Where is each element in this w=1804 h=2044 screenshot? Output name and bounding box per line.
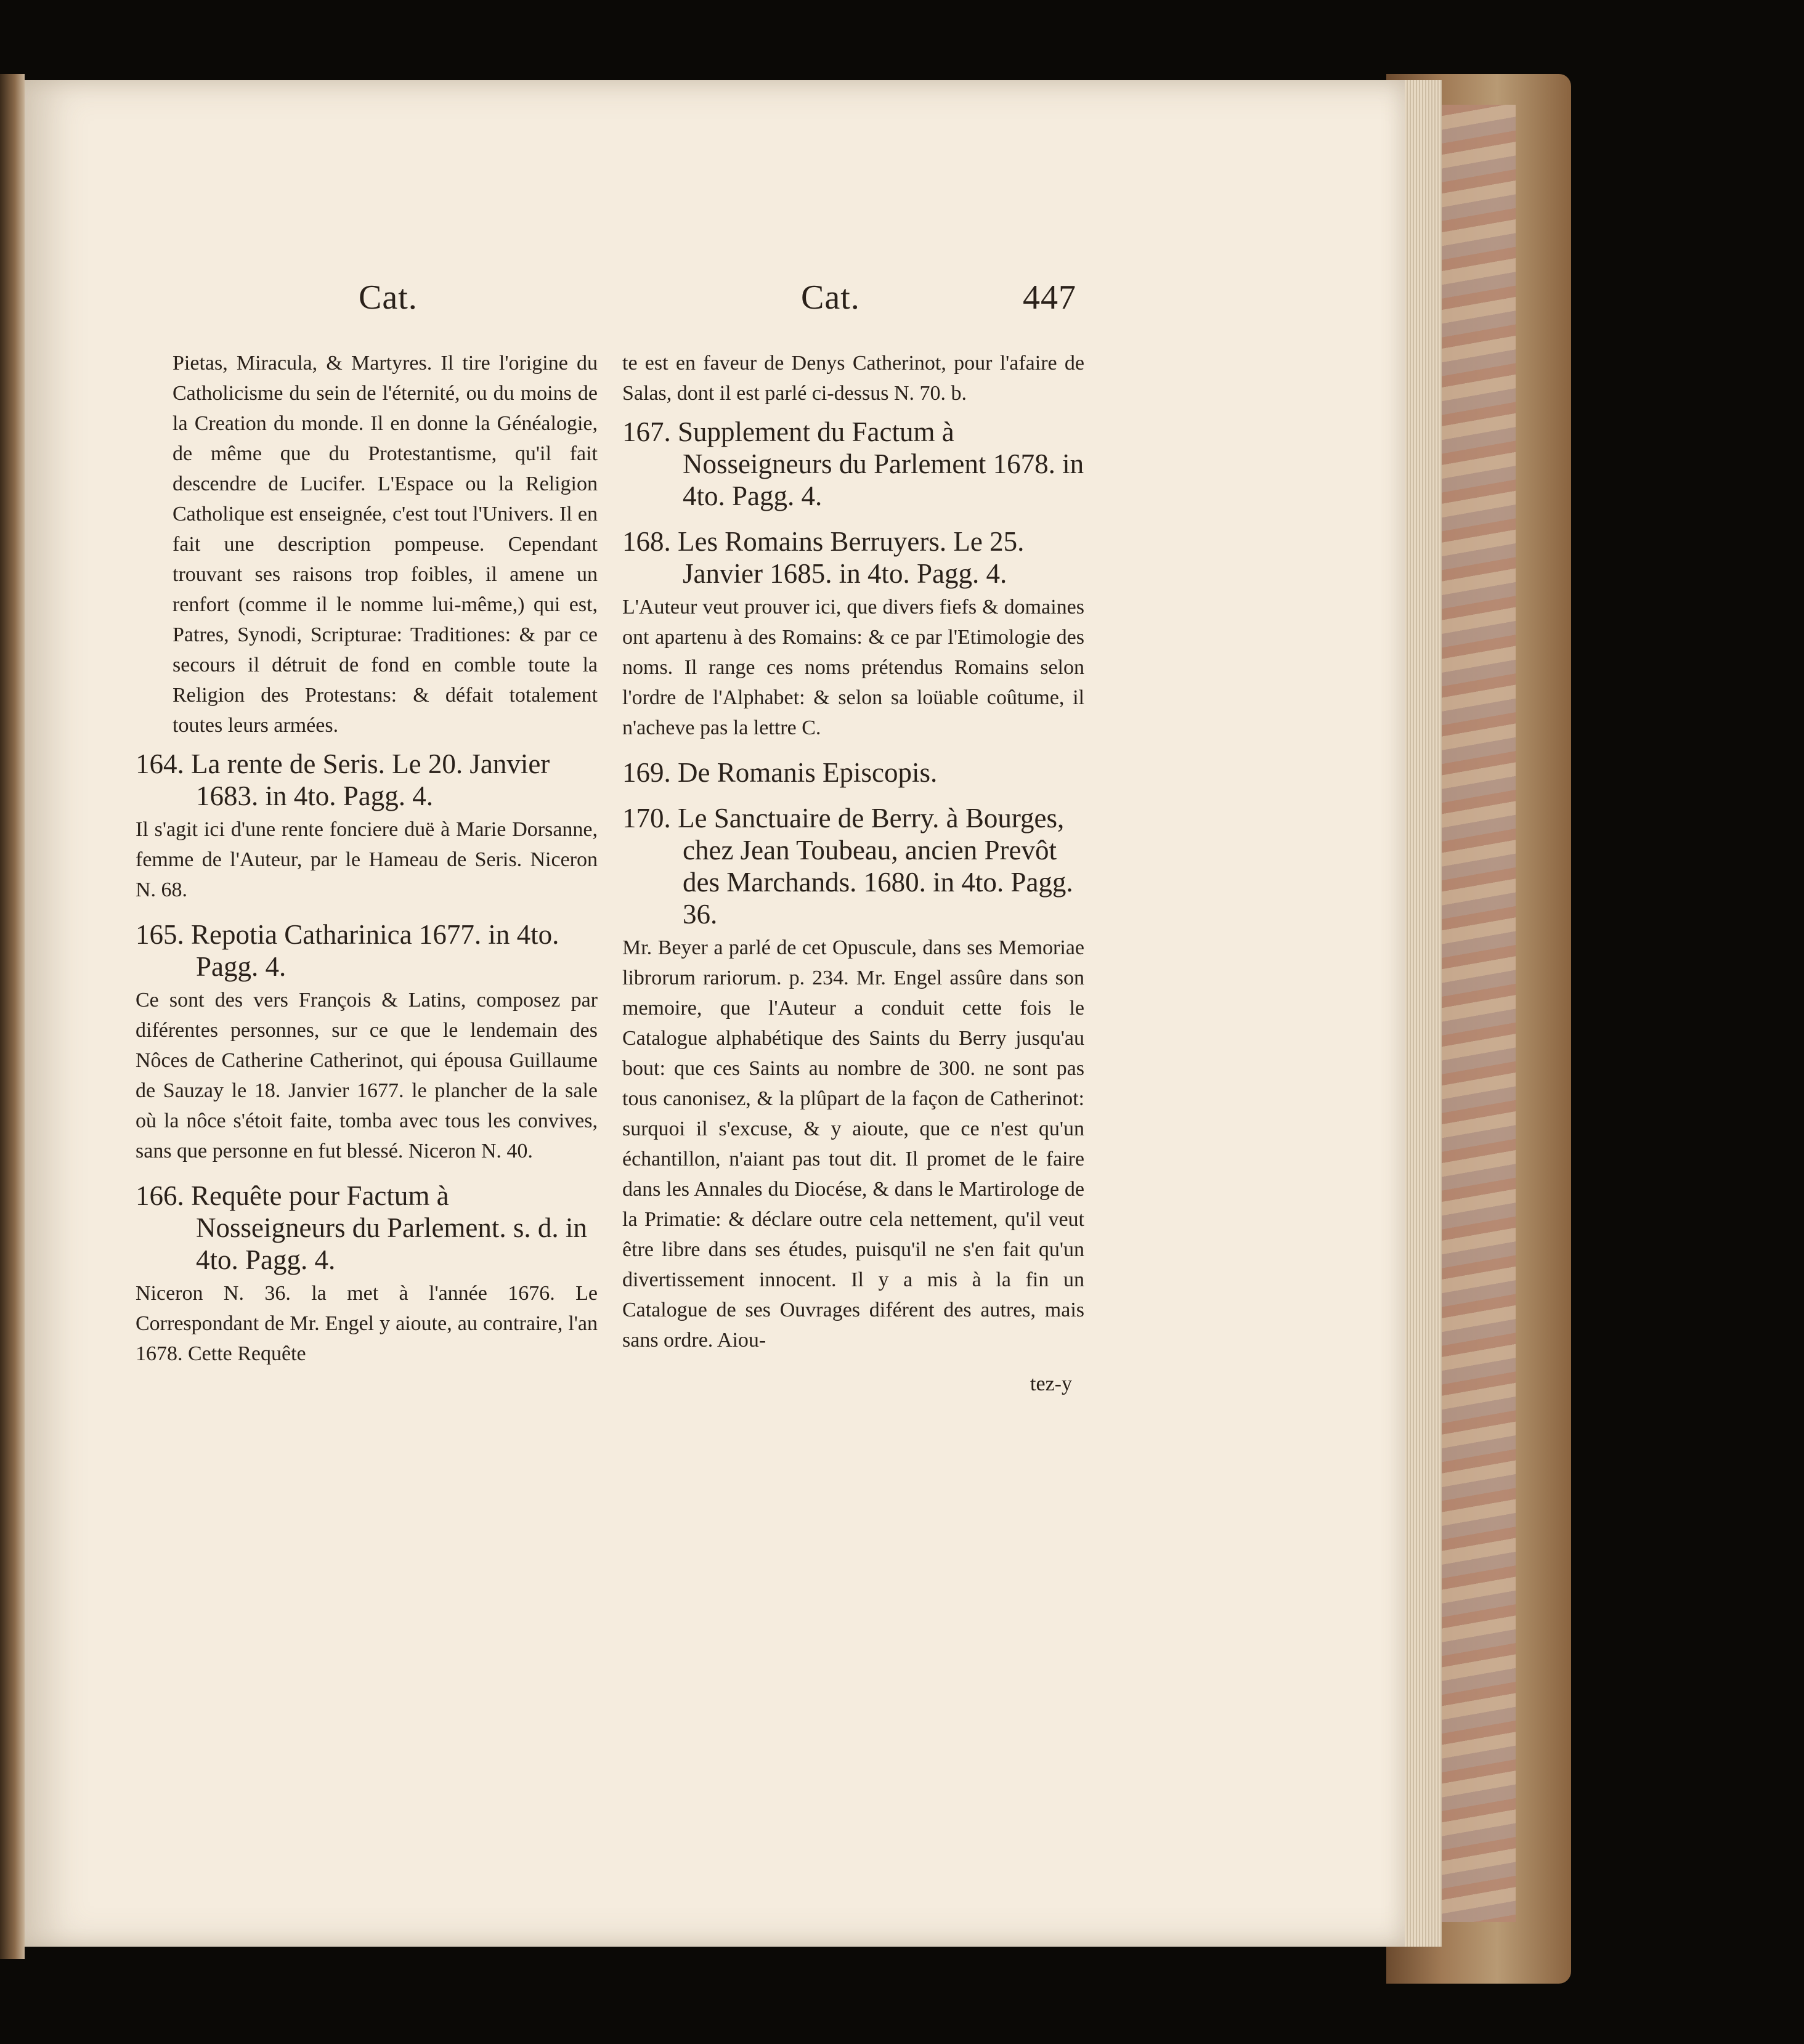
entry-title: 167. Supplement du Factum à Nosseigneurs du Parlement 1678. in 4to. Pagg. 4. bbox=[622, 416, 1084, 511]
entry-title: 170. Le Sanctuaire de Berry. à Bourges, chez Jean Toubeau, ancien Prevôt des Marchands. 1680. in 4to. Pagg. 36. bbox=[622, 803, 1073, 930]
catalogue-entry bbox=[136, 748, 598, 905]
running-head-right: Cat. bbox=[801, 278, 860, 317]
entry-title: 165. Repotia Catharinica 1677. in 4to. Pagg. 4. bbox=[136, 919, 559, 982]
left-column bbox=[136, 348, 598, 1382]
entry-title: 169. De Romanis Episcopis. bbox=[622, 757, 938, 788]
marbled-endpaper bbox=[1442, 105, 1516, 1922]
catalogue-entry bbox=[136, 919, 598, 1166]
entry-text: Il s'agit ici d'une rente fonciere duë à Marie Dorsanne, femme de l'Auteur, par le Hameau de Seris. Niceron N. 68. bbox=[136, 818, 598, 901]
entry-title: 168. Les Romains Berruyers. Le 25. Janvier 1685. in 4to. Pagg. 4. bbox=[622, 526, 1025, 589]
catalogue-entry bbox=[622, 802, 1084, 1355]
entry-text: L'Auteur veut prouver ici, que divers fiefs & domaines ont apartenu à des Romains: & ce par l'Etimologie des noms. Il range ces noms prétendus Romains selon l'ordre de l'Alphabet: & selon sa loüable coûtume, il n'acheve pas la lettre C. bbox=[622, 596, 1084, 739]
page-edges bbox=[1399, 80, 1442, 1947]
catchword: tez-y bbox=[1030, 1373, 1072, 1395]
catalogue-entry bbox=[622, 416, 1084, 512]
entry-title: 166. Requête pour Factum à Nosseigneurs du Parlement. s. d. in 4to. Pagg. 4. bbox=[136, 1180, 587, 1275]
page-number: 447 bbox=[1023, 278, 1076, 317]
catalogue-entry bbox=[136, 1180, 598, 1369]
entry-text: Mr. Beyer a parlé de cet Opuscule, dans ses Memoriae librorum rariorum. p. 234. Mr. Engel assûre dans son memoire, que l'Auteur a conduit cette fois le Catalogue alphabétique des Saints du Berry jusqu'au bout: que ces Saints au nombre de 300. ne sont pas tous canonisez, & la plûpart de la façon de Catherinot: surquoi il s'excuse, & y aioute, que ce n'est qu'un échantillon, n'aiant pas tout dit. Il promet de le faire dans les Annales du Diocése, & dans le Martirologe de la Primatie: & déclare outre cela nettement, qu'il veut être libre dans ses études, puisqu'il ne s'en fait qu'un divertissement innocent. Il y a mis à la fin un Catalogue de ses Ouvrages diférent des autres, mais sans ordre. Aiou- bbox=[622, 936, 1084, 1352]
entry-text: Ce sont des vers François & Latins, composez par diférentes personnes, sur ce que le lendemain des Nôces de Catherine Catherinot, qui épousa Guillaume de Sauzay le 18. Janvier 1677. le plancher de la sale où la nôce s'étoit faite, tomba avec tous les convives, sans que personne en fut blessé. Niceron N. 40. bbox=[136, 989, 598, 1162]
catalogue-entry bbox=[622, 525, 1084, 743]
continued-text: te est en faveur de Denys Catherinot, pour l'afaire de Salas, dont il est parlé ci-dessus N. 70. b. bbox=[622, 352, 1084, 405]
entry-title: 164. La rente de Seris. Le 20. Janvier 1683. in 4to. Pagg. 4. bbox=[136, 748, 550, 811]
right-column bbox=[622, 348, 1084, 1420]
continued-text: Pietas, Miracula, & Martyres. Il tire l'origine du Catholicisme du sein de l'éternité, ou du moins de la Creation du monde. Il en donne la Généalogie, de même que du Protestantisme, qu'il fait descendre de Lucifer. L'Espace ou la Religion Catholique est enseignée, c'est tout l'Univers. Il en fait une description pompeuse. Cependant trouvant ses raisons trop foibles, il amene un renfort (comme il le nomme lui-même,) qui est, Patres, Synodi, Scripturae: Traditiones: & par ce secours il détruit de fond en comble toute la Religion des Protestans: & défait totalement toutes leurs armées. bbox=[173, 352, 598, 737]
running-head-left: Cat. bbox=[359, 278, 418, 317]
entry-text: Niceron N. 36. la met à l'année 1676. Le Correspondant de Mr. Engel y aioute, au contraire, l'an 1678. Cette Requête bbox=[136, 1282, 598, 1365]
catalogue-entry bbox=[622, 756, 1084, 789]
left-page-edge bbox=[0, 74, 25, 1959]
